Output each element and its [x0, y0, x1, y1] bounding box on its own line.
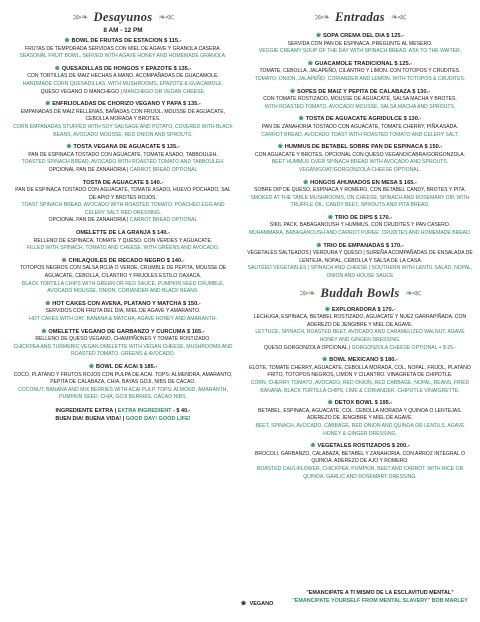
option-es: QUESO GORGONZOLA OPCIONAL |: [263, 344, 351, 351]
vegan-leaf-icon: ❀: [298, 116, 304, 123]
item-name-text: SOPA CREMA DEL DIA $ 125.-: [323, 33, 405, 39]
entradas-header: [246, 10, 474, 25]
item-name: [246, 357, 474, 365]
vegan-legend: [241, 600, 273, 607]
item-name: [246, 215, 474, 223]
item-description: CON TORTILLAS DE MAIZ HECHAS A MANO. ACOMPAÑADAS DE GUACAMOLE.: [27, 73, 219, 80]
item-name: [12, 101, 234, 109]
vegan-leaf-icon: ❀: [290, 88, 296, 95]
vegan-leaf-icon: ❀: [316, 242, 322, 249]
item-description: EMPANADAS DE MAIZ RELLENAS, BAÑADAS CON FRIJOL, MOUSSE DE AGUACATE, CEBOLLA MORADA Y BROTES.: [20, 108, 226, 123]
item-description-en: CORN, CHERRY TOMATO, AVOCADO, RED ONION, RED CABBAGE, NOPAL, BEANS, FRIED BANANA, BLACK TORTILLA CHIPS, LIME & CORIANDER. CHIPOTLE VINAIGRETTE.: [250, 379, 470, 394]
vegan-leaf-icon: ❀: [45, 300, 51, 307]
extra-ingredient: [12, 407, 234, 423]
vegan-leaf-icon: ❀: [315, 33, 321, 39]
item-option: [12, 89, 234, 97]
item-name-text: HOT CAKES CON AVENA, PLATANO Y MATCHA $ 150.-: [52, 300, 201, 307]
menu-item: [12, 230, 234, 253]
item-name: [246, 144, 474, 152]
item-description-en: BLACK TORTILLA CHIPS WITH GREEN OR RED SAUCE, PUMPKIN SEED CRUMBLE, AVOCADO MOUSSE, ONION, CORIANDER AND BLACK BEANS.: [21, 280, 225, 295]
buen-dia: BUEN DIA! BUENA VIDA! |: [55, 415, 125, 422]
branch-ornament-icon: ≫❧: [314, 12, 330, 22]
menu-item: [12, 301, 234, 324]
hours: 8 AM - 12 PM: [103, 27, 143, 34]
item-name: [12, 144, 234, 152]
item-name-text: BOWL MEXICANO $ 180.-: [329, 357, 398, 364]
vegan-leaf-icon: ❀: [66, 144, 72, 151]
item-name-text: SOPES DE MAIZ Y PEPITA DE CALABAZA $ 130.-: [297, 88, 430, 95]
item-name-text: CHILAQUILES DE RECADO NEGRO $ 140.-: [68, 257, 185, 264]
item-name-text: TRIO DE EMPANADAS $ 170.-: [323, 242, 404, 249]
item-description: RELLENO DE QUESO VEGANO, CHAMPIÑONES Y TOMATE ROSTIZADO.: [35, 336, 211, 343]
item-name-text: GUACAMOLE TRADICIONAL $ 125.-: [314, 60, 413, 67]
item-name: [12, 364, 234, 372]
extra-label-en: EXTRA INGREDIENT: [117, 407, 172, 414]
item-name: [12, 258, 234, 266]
menu-item: [12, 101, 234, 139]
item-description-en: TOMATO, ONION, JALAPEÑO, CORIANDER AND LEMON. WITH TOTOPOS & CRUDITES.: [254, 75, 466, 82]
menu-item: [246, 61, 474, 84]
menu-item: [12, 66, 234, 96]
item-option: [12, 217, 234, 225]
menu-item: [12, 364, 234, 402]
entradas-column: [246, 10, 474, 486]
item-name: [12, 180, 234, 188]
menu-item: [12, 180, 234, 226]
vegan-leaf-icon: ❀: [61, 257, 67, 264]
item-name: [246, 180, 474, 188]
vegan-leaf-icon: ❀: [45, 101, 51, 108]
vegan-leaf-icon: ❀: [54, 65, 60, 72]
branch-ornament-icon: ≫❧: [299, 287, 315, 298]
menu-item: [246, 180, 474, 210]
menu-list: [246, 307, 474, 481]
item-description-en: ROASTED CAULIFLOWER, CHICKPEA, PUMPKIN, BEET AND CARROT. WITH RICE OR QUINOA. GARLIC AND ROSEMARY DRESSING.: [256, 465, 464, 480]
menu-item: [246, 357, 474, 395]
option-en: GORGONZOLA CHEESE OPTIONAL + $ 25.-: [351, 344, 457, 351]
vegan-leaf-icon: ❀: [324, 306, 330, 313]
item-description: PAN DE ESPINACA TOSTADO CON AGUACATE, TOMATE ASADO, HUEVO POCHADO, SAL DE APIO Y BROTES ROJOS.: [15, 187, 231, 201]
item-description-en: SAUTÉED VEGETABLES | SPINACH AND CHEESE | SOUTHERN WITH LENTIL SALAD, NOPAL, ONION AND HOUSE SAUCE: [247, 265, 473, 280]
item-description-en: BEET HUMMUS OVER SPINACH BREAD WITH AVOCADO AND SPROUTS. VEGAN/GOAT/GORGONZOLA CHEESE OPTIONAL.: [271, 159, 449, 173]
item-name-text: EXPLORADORA $ 170.-: [331, 306, 396, 313]
option-en: CARROT BREAD OPTIONAL: [129, 166, 198, 173]
branch-ornament-icon: ❧≪: [158, 12, 174, 22]
item-name-text: QUESADILLAS DE HONGOS Y EPAZOTE $ 135.-: [61, 65, 192, 72]
branch-ornament-icon: ❧≪: [390, 12, 406, 22]
item-description: COCO, PLATANO Y FRUTOS ROJOS CON PULPA DE ACAI. TOPS: ALMENDRA, AMARANTO, PEPITA DE CALABAZA, CHIA, BAYAS GOJI, NIBS DE CACAO.: [13, 371, 233, 386]
item-description: ELOTE, TOMATE CHERRY, AGUACATE, CEBOLLA MORADA, COL, NOPAL, FRIJOL, PLATANO FRITO, TOTOPOS NEGROS, LIMON Y CILANTRO. VINAGRETA DE CHIPOTLE.: [249, 364, 471, 379]
item-description-en: CORN EMPANADAS STUFFED WITH SOY SAUSAGE AND POTATO. COVERED WITH BLACK BEANS, AVOCADO MOUSSE, RED ONION AND SPROUTS.: [13, 123, 233, 138]
quote-es: "EMANCIPATE A TI MISMO DE LA ESCLAVITUD MENTAL": [306, 590, 454, 596]
item-option: [12, 167, 234, 175]
item-name: [12, 38, 234, 46]
item-description-en: CHICKPEA AND TURMERIC VEGAN OMELETTE WITH VEGAN CHEESE, MUSHROOMS AND ROASTED TOMATO. GREENS & AVOCADO.: [13, 343, 233, 358]
item-description-en: CARROT BREAD, AVOCADO TOAST WITH ROASTED TOMATO AND CELERY SALT.: [261, 131, 459, 138]
quote-en: "EMANCIPATE YOURSELF FROM MENTAL SLAVERY" BOB MARLEY: [292, 597, 468, 604]
item-name: [246, 33, 474, 41]
item-description: TOTOPOS NEGROS CON SALSA ROJA O VERDE, CRUMBLE DE PEPITA, MOUSSE DE AGUACATE, CEBOLLA, CILANTRO Y FRIJOLES ESTILO OAXACA.: [19, 265, 227, 280]
item-name: [246, 116, 474, 124]
menu-list: [246, 33, 474, 281]
item-description: LECHUGA, ESPINACA, BETABEL ROSTIZADO, AGUACATE Y NUEZ GARRAPIÑADA. CON ADEREZO DE JENGIBRE Y MIEL DE AGAVE.: [253, 314, 467, 328]
desayunos-header: [12, 10, 234, 25]
item-name-text: HUMMUS DE BETABEL SOBRE PAN DE ESPINACA $ 150.-: [284, 144, 443, 151]
item-description: RELLENO DE ESPINACA, TOMATE Y QUESO. CON VERDES Y AGUACATE.: [33, 237, 213, 244]
item-name-text: HONGOS AHUMADOS EN MESA $ 165.-: [310, 179, 417, 186]
item-description-en: TOASTED SPINACH BREAD, AVOCADO WITH ROASTED TOMATO AND TABBOULEH.: [21, 159, 225, 166]
item-name-text: OMELETTE VEGANO DE GARBANZO Y CURCUMA $ 165.-: [48, 328, 205, 335]
item-name: [246, 443, 474, 451]
item-name: [12, 301, 234, 309]
menu-item: [12, 258, 234, 296]
item-name: [12, 230, 234, 238]
quote: [290, 590, 470, 605]
item-description: PAN DE ZANAHORIA TOSTADO CON AGUACATE, TOMATE CHERRY, PIÑA ASADA.: [261, 123, 459, 130]
item-description-en: BEET, SPINACH, AVOCADO, CABBAGE, RED ONION AND QUINOA OR LENTILS. AGAVE HONEY & GINGER DRESSING.: [255, 422, 465, 437]
item-name-text: TOSTA VEGANA DE AGUACATE $ 135.-: [73, 144, 180, 151]
item-name-text: VEGETALES ROSTIZADOS $ 200.-: [317, 443, 410, 450]
section-title: Buddah Bowls: [320, 285, 400, 300]
item-description: FRUTAS DE TEMPORADA SERVIDAS CON MIEL DE AGAVE Y GRANOLA CASERA.: [25, 45, 221, 52]
item-name-text: TOSTA DE AGUACATE AGRIDULCE $ 130.-: [305, 116, 422, 123]
item-description: BROCOLI, GARBANZO, CALABAZA, BETABEL Y ZANAHORIA. CON ARROZ INTEGRAL O QUINOA. ADEREZO DE AJO Y ROMERO.: [255, 450, 465, 465]
item-description: CON TOMATE ROSTIZADO, MOUSSE DE AGUACATE, SALSA MACHA Y BROTES.: [263, 96, 457, 103]
item-description-en: HANDMADE CORN QUESADILLAS, WITH MUSHROOMS, EPAZOTE & GUACAMOLE.: [22, 80, 224, 87]
vegan-leaf-icon: ❀: [327, 214, 333, 221]
menu-item: [246, 215, 474, 238]
option-es: OPCIONAL PAN DE ZANAHORIA |: [48, 217, 129, 224]
item-name: [246, 89, 474, 97]
option-es: OPCIONAL PAN DE ZANAHORIA |: [48, 166, 129, 173]
menu-item: [246, 116, 474, 139]
item-description-en: COCONUT, BANANA AND MIX BERRIES WITH ACAI PULP. TOPS: ALMOND, AMARANTH, PUMPKIN SEED, CHIA, GOJI BERRIES, CACAO NIBS.: [18, 386, 228, 401]
menu-item: [246, 307, 474, 353]
vegan-leaf-icon: ❀: [277, 144, 283, 151]
menu-item: [12, 38, 234, 61]
branch-ornament-icon: ❧≪: [405, 287, 421, 298]
item-name-text: BOWL DE FRUTAS DE ESTACION $ 115.-: [71, 38, 182, 44]
vegan-leaf-icon: ❀: [88, 363, 94, 370]
vegan-leaf-icon: ❀: [310, 443, 316, 450]
menu-list: [12, 38, 234, 402]
extra-price: - $ 40.-: [173, 407, 191, 414]
vegan-leaf-icon: ❀: [64, 38, 70, 44]
item-name: [246, 400, 474, 408]
buddah-bowls-header: [246, 286, 474, 301]
vegan-leaf-icon: ❀: [327, 400, 333, 407]
item-description: BETABEL, ESPINACA, AGUACATE, COL, CEBOLLA MORADA Y QUINOA O LENTEJAS. ADEREZO DE JENGIBRE Y MIEL DE AGAVE.: [257, 407, 462, 422]
item-description-en: TOAST SPINACH BREAD, AVOCADO WITH ROASTED TOMATO, POACHED EGG AND CELERY SALT. RED DRESSING.: [21, 202, 225, 216]
item-name-text: TOSTA DE AGUACATE $ 140.-: [82, 179, 164, 186]
item-description-en: VEGGIE CREAMY SOUP OF THE DAY WITH SPINACH BREAD. ASK TO THE WAITER.: [258, 48, 462, 55]
item-name-text: OMELETTE DE LA GRANJA $ 140.-: [75, 230, 171, 237]
item-description-en: SMOKED AT THE TABLE MUSHROOMS, ON CHEESE, SPINACH AND ROSEMARY DIP, WITH TRUFFLE OIL, CANDY BEET, SPROUTS AND PITA BREAD.: [250, 194, 470, 209]
vegan-leaf-icon: ❀: [307, 60, 313, 67]
option-es: QUESO VEGANO O MANCHEGO |: [40, 88, 122, 95]
item-name-text: TRIO DE DIPS $ 170.-: [334, 214, 393, 221]
vegan-leaf-icon: ❀: [322, 357, 328, 364]
item-description: PAN DE ESPINACA TOSTADO CON AGUACATE, TOMATE ASADO, TABBOULEH.: [28, 151, 218, 158]
item-option: [246, 345, 474, 353]
menu-item: [246, 33, 474, 56]
vegan-leaf-icon: ❀: [41, 328, 47, 335]
vegan-leaf-icon: ❀: [303, 179, 309, 186]
item-description-en: FILLED WITH SPINACH, TOMATO AND CHEESE. WITH GREENS AND AVOCADO.: [26, 245, 220, 252]
option-en: CARROT BREAD OPTIONAL: [129, 217, 198, 224]
item-description: CON AGUACATE Y BROTES. OPCIONAL CON QUESO VEGANO/CABRA/GORGONZOLA.: [254, 151, 466, 158]
good-day: GOOD DAY! GOOD LIFE!: [125, 415, 191, 422]
section-title: Desayunos: [93, 10, 153, 24]
branch-ornament-icon: ≫❧: [72, 12, 88, 22]
menu-item: [246, 89, 474, 112]
item-description: TOMATE, CEBOLLA, JALAPEÑO, CILANTRO Y LIMON. CON TOTOPOS Y CRUDITES.: [259, 68, 461, 75]
item-description: SIKIL PACK, BABAGANOUSH Y HUMMUS. CON CRUDITES Y PAN CASERO.: [269, 222, 451, 229]
item-description-en: LETTUCE, SPINACH, ROASTED BEET, AVOCADO AND CARAMELIZED WALNUT. AGAVE HONEY AND GINGER DRESSING.: [255, 329, 465, 343]
item-name-text: DETOX BOWL $ 195.-: [334, 400, 393, 407]
menu-item: [246, 400, 474, 438]
item-name-text: ENFRIJOLADAS DE CHORIZO VEGANO Y PAPA $ 135.-: [52, 101, 201, 108]
option-en: MANCHEGO OR VEGAN CHEESE.: [123, 88, 206, 95]
item-description-en: HOT CAKES WITH OAT, BANANA & MATCHA, AGAVE HONEY AND AMARANTH.: [29, 316, 217, 322]
item-description: SERVIDOS CON FRUTA DEL DIA, MIEL DE AGAVE Y AMARANTO.: [45, 308, 201, 315]
item-description: SOBRE DIP DE QUESO, ESPINACA Y ROMERO, CON BETABEL CANDY, BROTES Y PITA.: [254, 187, 466, 194]
menu-item: [246, 443, 474, 481]
extra-label-es: INGREDIENTE EXTRA |: [55, 407, 117, 414]
item-description-en: WITH ROASTED TOMATO, AVOCADO MOUSSE, SALSA MACHA AND SPROUTS.: [264, 103, 456, 110]
menu-item: [246, 243, 474, 281]
item-description: VEGETALES SALTEADOS | VERDURA Y QUESO | SUREÑA ACOMPAÑADAS DE ENSALADA DE LENTEJA, NOPAL, CEBOLLA Y SALSA DE LA CASA: [247, 250, 473, 264]
item-description: SERVIDA CON PAN DE ESPINACA. PREGUNTE AL MESERO.: [287, 40, 433, 47]
item-description-en: SEASONAL FRUIT BOWL, SERVED WITH AGAVE HONEY AND HOMEMADE GRANOLA.: [19, 53, 227, 60]
item-description-en: MUHAMMARA, BABAGANOUSH AND CARROT PUREE. CRUDITES AND HOMEMADE BREAD.: [248, 230, 472, 237]
menu-item: [12, 329, 234, 359]
legend-label: VEGANO: [249, 601, 274, 607]
menu-item: [246, 144, 474, 174]
menu-item: [12, 144, 234, 174]
vegan-leaf-icon: ❀: [241, 601, 247, 607]
item-name-text: BOWL DE ACAI $ 185.-: [95, 363, 158, 370]
desayunos-column: [12, 10, 234, 423]
section-title: Entradas: [335, 10, 385, 24]
